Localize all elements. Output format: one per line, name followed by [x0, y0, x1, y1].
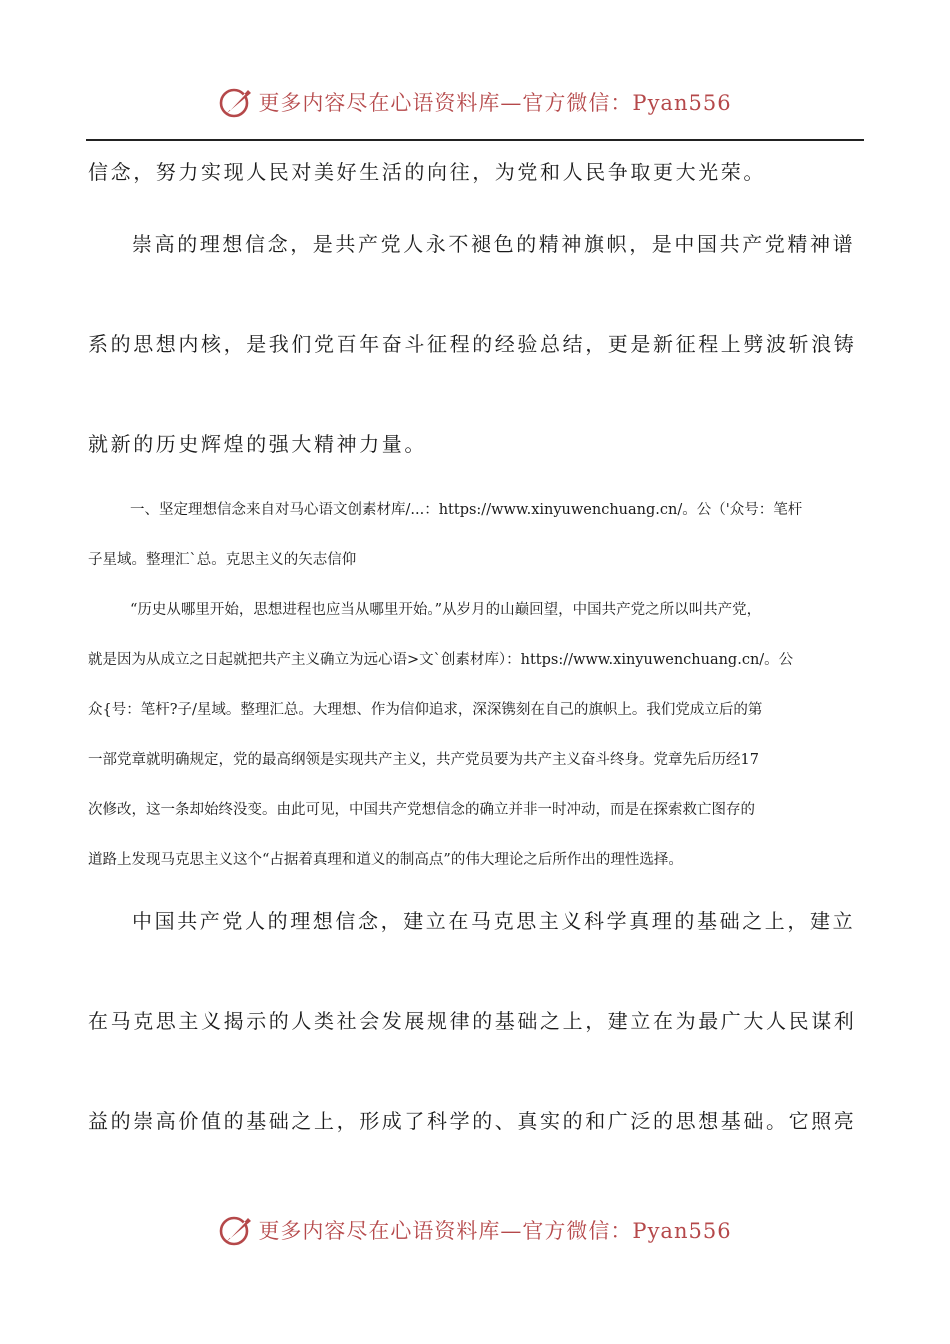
quill-circle-logo — [218, 1212, 254, 1248]
text-line: 道路上发现马克思主义这个“占据着真理和道义的制高点”的伟大理论之后所作出的理性选择。 — [88, 852, 683, 868]
quill-circle-logo — [218, 84, 254, 120]
paragraph-4 — [88, 585, 858, 885]
text-line: 系的思想内核，是我们党百年奋斗征程的经验总结，更是新征程上劈波斩浪铸 — [88, 332, 857, 356]
footer-banner — [0, 1210, 950, 1250]
text-line: 在马克思主义揭示的人类社会发展规律的基础之上，建立在为最广大人民谋利 — [88, 1009, 857, 1033]
text-line: 中国共产党人的理想信念，建立在马克思主义科学真理的基础之上，建立 — [132, 909, 856, 933]
paragraph-1 — [88, 150, 858, 194]
text-line: 子星域。整理汇`总。克思主义的矢志信仰 — [88, 552, 357, 568]
banner-text: 更多内容尽在心语资料库—官方微信：Pyan556 — [258, 1219, 732, 1243]
text-line: 益的崇高价值的基础之上，形成了科学的、真实的和广泛的思想基础。它照亮 — [88, 1109, 857, 1133]
text-line: “历史从哪里开始，思想进程也应当从哪里开始。”从岁月的山巅回望，中国共产党之所以叫共产党， — [130, 602, 762, 618]
header-banner — [0, 82, 950, 122]
document-body — [88, 150, 858, 1141]
text-line: 就新的历史辉煌的强大精神力量。 — [88, 432, 427, 456]
paragraph-5 — [88, 901, 858, 1141]
text-line: 众{号：笔杆?子/星域。整理汇总。大理想、作为信仰追求，深深镌刻在自己的旗帜上。我们党成立后的第 — [88, 702, 763, 718]
text-line: 一、坚定理想信念来自对马心语文创素材库/...：https://www.xinyuwenchuang.cn/。公（'众号：笔杆 — [130, 502, 803, 518]
paragraph-2 — [88, 224, 858, 464]
text-line: 次修改，这一条却始终没变。由此可见，中国共产党想信念的确立并非一时冲动，而是在探索救亡图存的 — [88, 802, 755, 818]
text-line: 一部党章就明确规定，党的最高纲领是实现共产主义，共产党员要为共产主义奋斗终身。党章先后历经17 — [88, 752, 759, 768]
banner-text: 更多内容尽在心语资料库—官方微信：Pyan556 — [258, 91, 732, 115]
text-line: 就是因为从成立之日起就把共产主义确立为远心语>文`创素材库）：https://www.xinyuwenchuang.cn/。公 — [88, 652, 794, 668]
paragraph-3 — [88, 485, 858, 585]
header-divider — [86, 139, 864, 141]
text-line: 崇高的理想信念，是共产党人永不褪色的精神旗帜，是中国共产党精神谱 — [132, 232, 856, 256]
text-line: 信念，努力实现人民对美好生活的向往，为党和人民争取更大光荣。 — [88, 160, 766, 184]
